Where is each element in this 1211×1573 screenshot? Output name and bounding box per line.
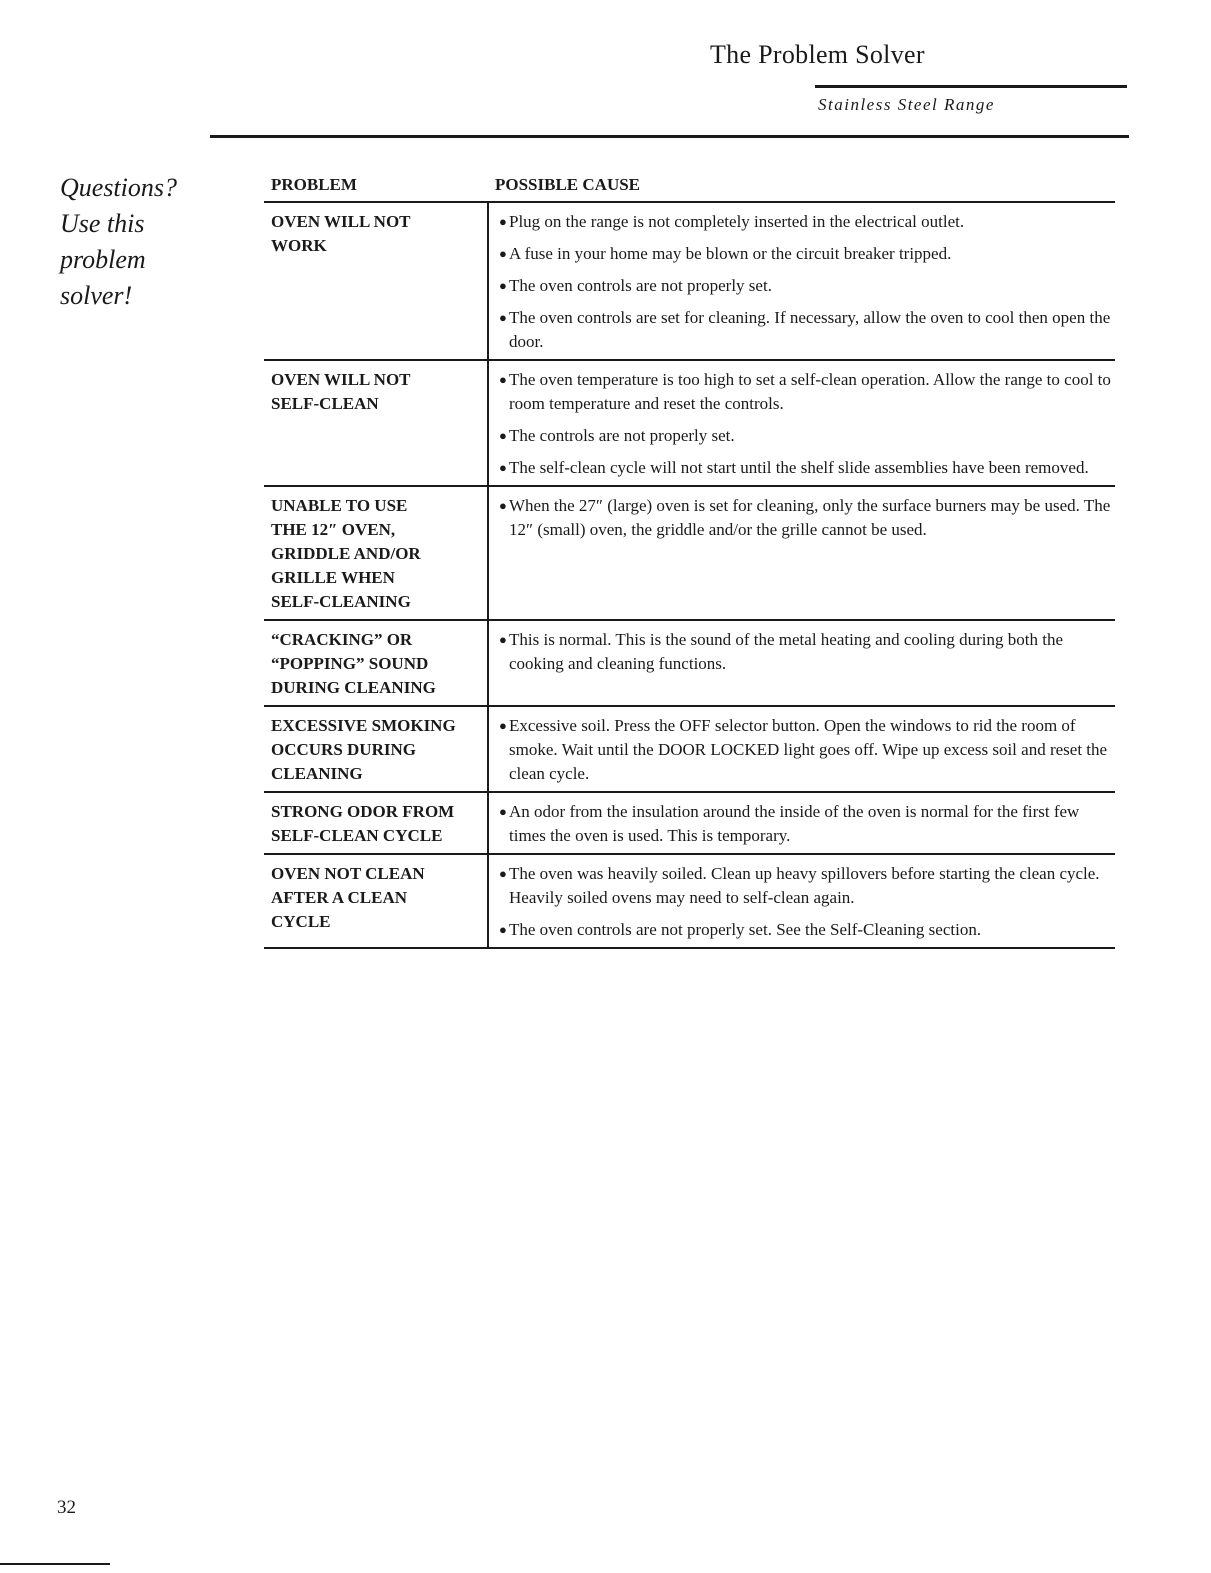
cause-text: The oven controls are not properly set.	[509, 276, 772, 295]
problem-cell: EXCESSIVE SMOKING OCCURS DURING CLEANING	[264, 706, 488, 792]
cause-text: The oven controls are not properly set. See the Self-Cleaning section.	[509, 920, 982, 939]
section-rule	[210, 135, 1129, 138]
cause-item	[499, 862, 1111, 910]
bullet-icon: ●	[499, 632, 507, 647]
cause-item	[499, 494, 1111, 542]
header-rule	[815, 85, 1127, 88]
table-body	[264, 202, 1115, 948]
cause-text: Excessive soil. Press the OFF selector button. Open the windows to rid the room of smoke. Wait until the DOOR LOCKED light goes off. Wipe up excess soil and reset the clean cycle.	[509, 716, 1108, 783]
problem-cell: OVEN WILL NOT WORK	[264, 202, 488, 360]
cause-item	[499, 306, 1111, 354]
sidebar-line: Questions?	[60, 173, 177, 202]
page-subtitle: Stainless Steel Range	[818, 95, 995, 114]
problem-solver-table	[264, 175, 1115, 949]
page-header-title: The Problem Solver	[710, 40, 925, 69]
bullet-icon: ●	[499, 372, 507, 387]
sidebar-line: Use this	[60, 209, 145, 238]
cause-item	[499, 714, 1111, 786]
cause-cell	[488, 486, 1115, 620]
bullet-icon: ●	[499, 922, 507, 937]
cause-text: A fuse in your home may be blown or the circuit breaker tripped.	[509, 244, 952, 263]
table-row	[264, 360, 1115, 486]
cause-cell	[488, 620, 1115, 706]
footer-rule	[0, 1563, 110, 1565]
problem-cell: STRONG ODOR FROM SELF-CLEAN CYCLE	[264, 792, 488, 854]
bullet-icon: ●	[499, 310, 507, 325]
cause-item	[499, 210, 1111, 234]
cause-item	[499, 424, 1111, 448]
page-number: 32	[57, 1497, 76, 1518]
cause-cell	[488, 706, 1115, 792]
cause-cell	[488, 360, 1115, 486]
cause-item	[499, 800, 1111, 848]
bullet-icon: ●	[499, 214, 507, 229]
problem-cell: UNABLE TO USE THE 12″ OVEN, GRIDDLE AND/OR GRILLE WHEN SELF-CLEANING	[264, 486, 488, 620]
table-row	[264, 486, 1115, 620]
table-row	[264, 620, 1115, 706]
cause-text: The oven controls are set for cleaning. If necessary, allow the oven to cool then open the door.	[509, 308, 1111, 351]
problem-cell: “CRACKING” OR “POPPING” SOUND DURING CLEANING	[264, 620, 488, 706]
bullet-icon: ●	[499, 718, 507, 733]
cause-text: Plug on the range is not completely inserted in the electrical outlet.	[509, 212, 965, 231]
cause-text: The controls are not properly set.	[509, 426, 735, 445]
table-header-row	[264, 175, 1115, 202]
bullet-icon: ●	[499, 804, 507, 819]
bullet-icon: ●	[499, 866, 507, 881]
table-row	[264, 706, 1115, 792]
bullet-icon: ●	[499, 498, 507, 513]
bullet-icon: ●	[499, 278, 507, 293]
problem-cell: OVEN NOT CLEAN AFTER A CLEAN CYCLE	[264, 854, 488, 948]
cause-text: The self-clean cycle will not start until the shelf slide assemblies have been removed.	[509, 458, 1089, 477]
cause-text: When the 27″ (large) oven is set for cleaning, only the surface burners may be used. The 12″ (small) oven, the griddle and/or the grille cannot be used.	[509, 496, 1111, 539]
bullet-icon: ●	[499, 246, 507, 261]
cause-cell	[488, 854, 1115, 948]
table-row	[264, 202, 1115, 360]
problem-column-header: PROBLEM	[264, 175, 488, 202]
cause-column-header: POSSIBLE CAUSE	[488, 175, 1115, 202]
cause-text: The oven temperature is too high to set a self-clean operation. Allow the range to cool to room temperature and reset the controls.	[509, 370, 1111, 413]
cause-item	[499, 456, 1111, 480]
cause-item	[499, 628, 1111, 676]
sidebar-line: solver!	[60, 281, 133, 310]
table-row	[264, 854, 1115, 948]
bullet-icon: ●	[499, 460, 507, 475]
cause-cell	[488, 202, 1115, 360]
cause-text: This is normal. This is the sound of the metal heating and cooling during both the cooking and cleaning functions.	[509, 630, 1063, 673]
problem-cell: OVEN WILL NOT SELF-CLEAN	[264, 360, 488, 486]
cause-text: The oven was heavily soiled. Clean up heavy spillovers before starting the clean cycle. Heavily soiled ovens may need to self-clean again.	[509, 864, 1100, 907]
sidebar-line: problem	[60, 245, 146, 274]
cause-item	[499, 918, 1111, 942]
cause-item	[499, 274, 1111, 298]
cause-item	[499, 368, 1111, 416]
cause-text: An odor from the insulation around the inside of the oven is normal for the first few times the oven is used. This is temporary.	[509, 802, 1080, 845]
cause-item	[499, 242, 1111, 266]
bullet-icon: ●	[499, 428, 507, 443]
cause-cell	[488, 792, 1115, 854]
sidebar-callout	[60, 170, 210, 314]
table-row	[264, 792, 1115, 854]
